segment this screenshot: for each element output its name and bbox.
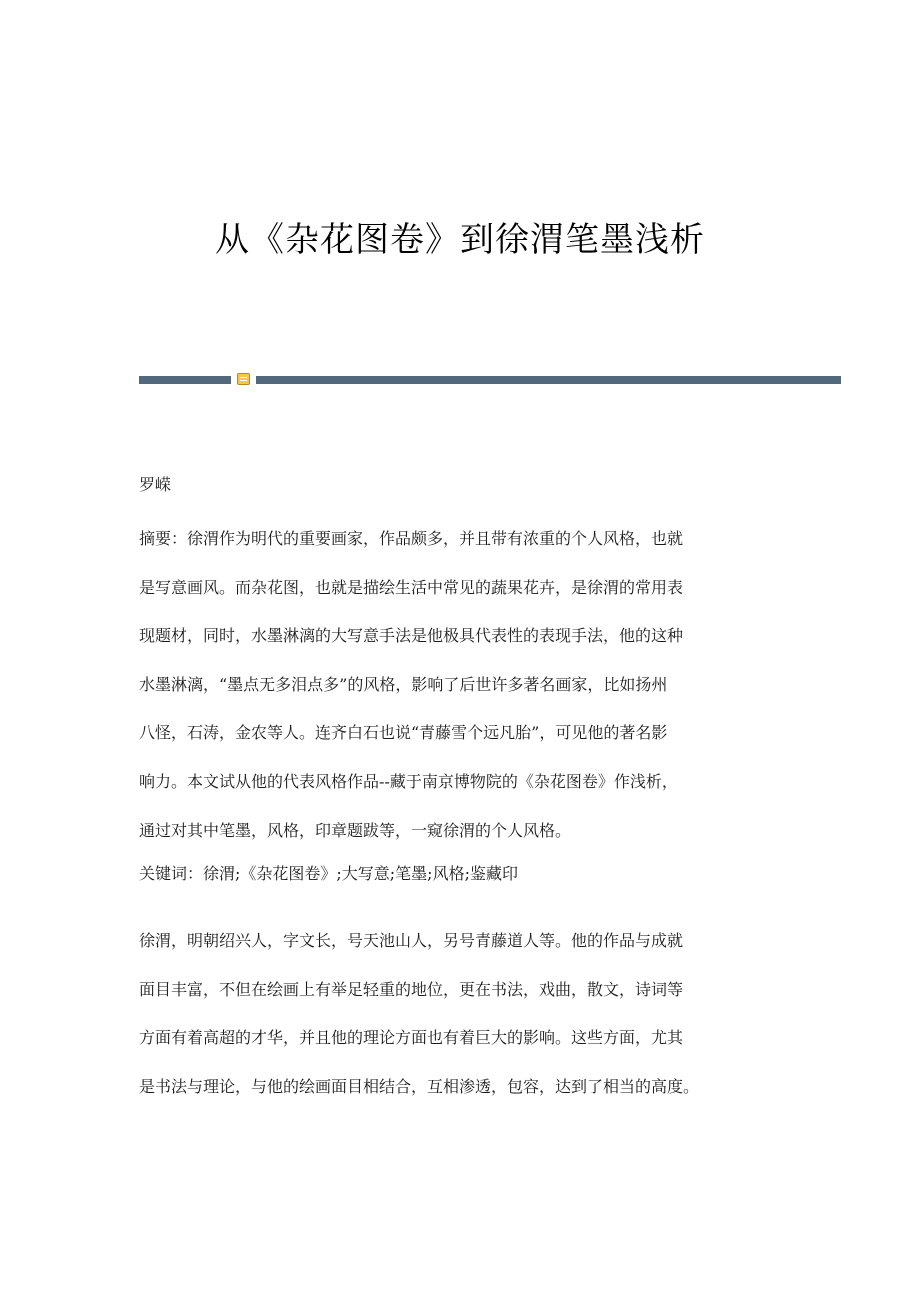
divider-bar-right xyxy=(256,376,841,384)
body-line: 面目丰富，不但在绘画上有举足轻重的地位，更在书法，戏曲，散文，诗词等 xyxy=(139,979,684,999)
abstract-line: 响力。本文试从他的代表风格作品--藏于南京博物院的《杂花图卷》作浅析， xyxy=(139,771,678,791)
body-line: 徐渭，明朝绍兴人，字文长，号天池山人，另号青藤道人等。他的作品与成就 xyxy=(139,931,684,950)
abstract-line: 现题材，同时，水墨淋漓的大写意手法是他极具代表性的表现手法，他的这种 xyxy=(139,626,684,646)
title-divider xyxy=(139,373,841,385)
divider-bar-left xyxy=(139,376,231,384)
body-paragraph xyxy=(139,917,799,1111)
abstract-line: 水墨淋漓，“墨点无多泪点多”的风格，影响了后世许多著名画家，比如扬州 xyxy=(139,674,668,694)
keywords-line: 关键词：徐渭;《杂花图卷》;大写意;笔墨;风格;鉴藏印 xyxy=(139,864,518,883)
document-title: 从《杂花图卷》到徐渭笔墨浅析 xyxy=(215,220,705,260)
abstract-line: 八怪，石涛，金农等人。连齐白石也说“青藤雪个远凡胎”，可见他的著名影 xyxy=(139,723,668,743)
author-name: 罗嵘 xyxy=(139,475,172,494)
abstract-line: 通过对其中笔墨，风格，印章题跋等，一窥徐渭的个人风格。 xyxy=(139,820,572,840)
abstract-paragraph xyxy=(139,515,799,855)
abstract-line: 摘要：徐渭作为明代的重要画家，作品颇多，并且带有浓重的个人风格，也就 xyxy=(139,529,684,548)
document-emblem-icon xyxy=(237,373,250,385)
body-line: 是书法与理论，与他的绘画面目相结合，互相渗透，包容，达到了相当的高度。 xyxy=(139,1076,700,1096)
abstract-line: 是写意画风。而杂花图，也就是描绘生活中常见的蔬果花卉，是徐渭的常用表 xyxy=(139,577,684,597)
body-line: 方面有着高超的才华，并且他的理论方面也有着巨大的影响。这些方面，尤其 xyxy=(139,1028,684,1048)
